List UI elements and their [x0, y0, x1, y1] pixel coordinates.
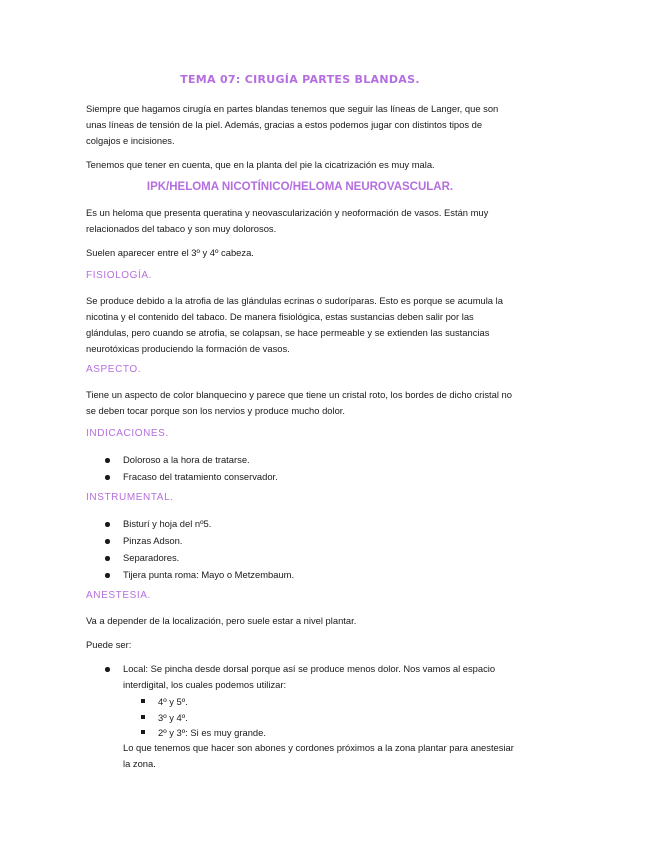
list-item: Tijera punta roma: Mayo o Metzembaum. [86, 567, 294, 584]
indicaciones-list [86, 452, 278, 486]
list-item: Fracaso del tratamiento conservador. [86, 469, 278, 486]
instrumental-list [86, 516, 294, 584]
indicaciones-title: INDICACIONES. [86, 428, 169, 439]
anestesia-sub-list [141, 694, 266, 741]
list-item: Separadores. [86, 550, 294, 567]
anestesia-paragraph-1: Va a depender de la localización, pero suele estar a nivel plantar. [86, 615, 357, 626]
list-item: Doloroso a la hora de tratarse. [86, 452, 278, 469]
anestesia-paragraph-2: Puede ser: [86, 639, 132, 650]
list-item: Bisturí y hoja del nº5. [86, 516, 294, 533]
fisiologia-title: FISIOLOGÍA. [86, 270, 153, 281]
list-item: 4º y 5º. [141, 694, 266, 710]
anestesia-local-text: Local: Se pincha desde dorsal porque así se produce menos dolor. Nos vamos al espacio interdigital, los cuales podemos utilizar: [123, 663, 496, 690]
list-item: Pinzas Adson. [86, 533, 294, 550]
instrumental-title: INSTRUMENTAL. [86, 492, 174, 503]
section-heading: IPK/HELOMA NICOTÍNICO/HELOMA NEUROVASCULAR. [146, 181, 454, 193]
intro-paragraph-1: Siempre que hagamos cirugía en partes blandas tenemos que seguir las líneas de Langer, que son unas líneas de tensión de la piel. Además, gracias a estos podemos jugar con distintos tipos de colgajos e incisiones. [86, 103, 499, 146]
fisiologia-text: Se produce debido a la atrofia de las glándulas ecrinas o sudoríparas. Esto es porque se acumula la nicotina y el contenido del tabaco. De manera fisiológica, estas sustancias deben salir por las glándulas, pero cuando se atrofia, se colapsan, se hace permeable y se extienden las sustancias neurotóxicas produciendo la formación de vasos. [86, 295, 503, 354]
heloma-paragraph-2: Suelen aparecer entre el 3º y 4º cabeza. [86, 247, 254, 258]
bullet-icon [105, 667, 110, 672]
list-item: 2º y 3º: Si es muy grande. [141, 725, 266, 741]
list-item: 3º y 4º. [141, 710, 266, 726]
anestesia-title: ANESTESIA. [86, 590, 151, 601]
aspecto-text: Tiene un aspecto de color blanquecino y parece que tiene un cristal roto, los bordes de dicho cristal no se deben tocar porque son los nervios y produce mucho dolor. [86, 389, 512, 416]
anestesia-local-item [86, 661, 526, 693]
anestesia-closing: Lo que tenemos que hacer son abones y cordones próximos a la zona plantar para anestesiar la zona. [123, 742, 514, 769]
heloma-paragraph-1: Es un heloma que presenta queratina y neovascularización y neoformación de vasos. Están muy relacionados del tabaco y son muy dolorosos. [86, 207, 489, 234]
intro-paragraph-2: Tenemos que tener en cuenta, que en la planta del pie la cicatrización es muy mala. [86, 159, 435, 170]
page-title: TEMA 07: CIRUGÍA PARTES BLANDAS. [180, 73, 420, 86]
aspecto-title: ASPECTO. [86, 364, 142, 375]
